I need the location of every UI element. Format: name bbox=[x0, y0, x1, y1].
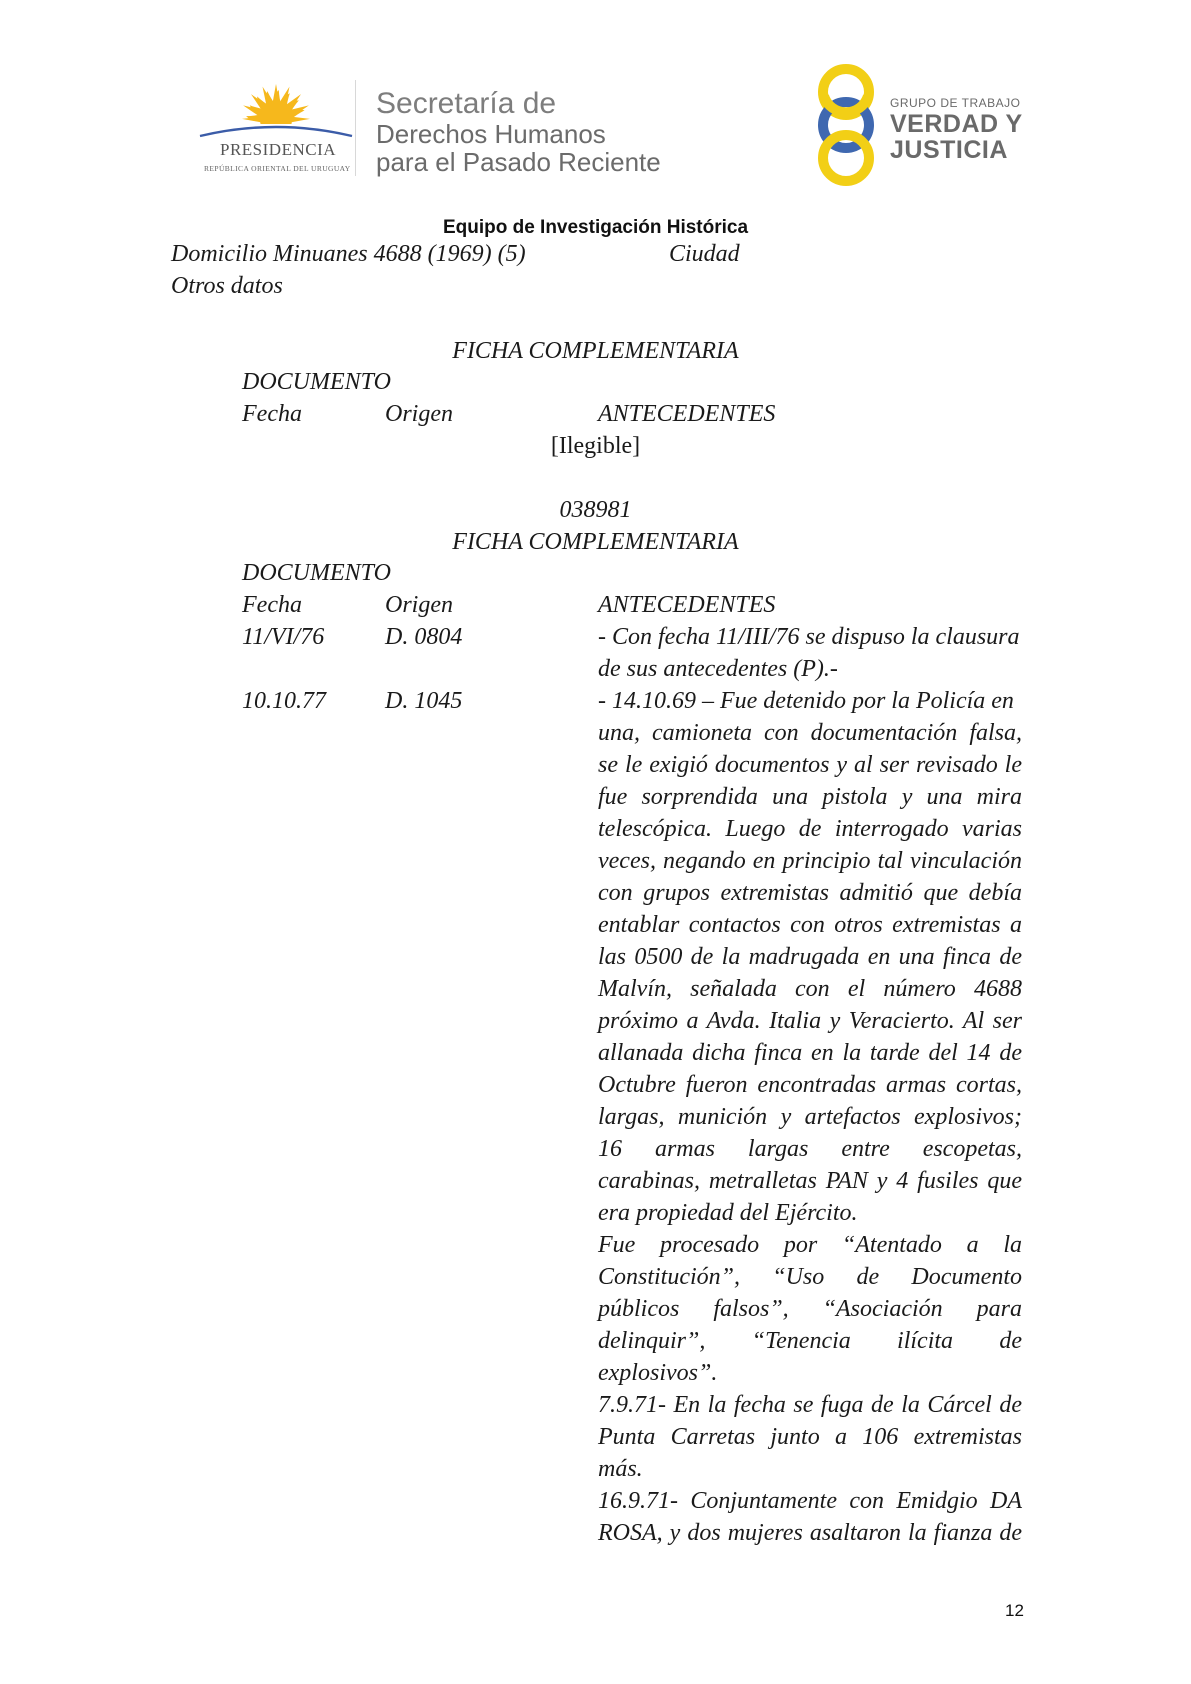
ficha2-title: FICHA COMPLEMENTARIA bbox=[452, 529, 739, 555]
antecedentes-line: largas, munición y artefactos explosivos; bbox=[598, 1104, 1022, 1130]
antecedentes-line: - 14.10.69 – Fue detenido por la Policía en bbox=[598, 688, 1014, 714]
presidencia-sublabel: REPÚBLICA ORIENTAL DEL URUGUAY bbox=[204, 164, 351, 173]
secretaria-block bbox=[376, 88, 661, 176]
antecedentes-line: delinquir”, “Tenencia ilícita de bbox=[598, 1328, 1022, 1354]
antecedentes-line: 16 armas largas entre escopetas, bbox=[598, 1136, 1022, 1162]
row1-antecedentes bbox=[598, 621, 1022, 685]
ficha2-col-origen: Origen bbox=[385, 592, 453, 618]
antecedentes-line: allanada dicha finca en la tarde del 14 de bbox=[598, 1040, 1022, 1066]
antecedentes-line: de sus antecedentes (P).- bbox=[598, 656, 838, 682]
antecedentes-line: era propiedad del Ejército. bbox=[598, 1200, 858, 1226]
row2-origen: D. 1045 bbox=[385, 688, 463, 714]
ficha2-col-fecha: Fecha bbox=[242, 592, 302, 618]
antecedentes-line: Punta Carretas junto a 106 extremistas bbox=[598, 1424, 1022, 1450]
secretaria-line2: Derechos Humanos bbox=[376, 119, 606, 149]
antecedentes-line: ROSA, y dos mujeres asaltaron la fianza de bbox=[598, 1520, 1022, 1546]
ficha1-ilegible: [Ilegible] bbox=[550, 433, 641, 459]
antecedentes-line: telescópica. Luego de interrogado varias bbox=[598, 816, 1022, 842]
secretaria-line3: para el Pasado Reciente bbox=[376, 147, 661, 177]
grupo-line3: JUSTICIA bbox=[890, 136, 1008, 164]
row1-fecha: 11/VI/76 bbox=[242, 624, 325, 650]
domicilio-field: Domicilio Minuanes 4688 (1969) (5) bbox=[171, 241, 526, 267]
grupo-line1: GRUPO DE TRABAJO bbox=[890, 96, 1021, 110]
team-title: Equipo de Investigación Histórica bbox=[442, 217, 749, 238]
antecedentes-line: - Con fecha 11/III/76 se dispuso la clausura bbox=[598, 624, 1020, 650]
antecedentes-line: Malvín, señalada con el número 4688 bbox=[598, 976, 1022, 1002]
ficha1-col-fecha: Fecha bbox=[242, 401, 302, 427]
antecedentes-line: explosivos”. bbox=[598, 1360, 718, 1386]
ficha1-title: FICHA COMPLEMENTARIA bbox=[452, 338, 739, 364]
ficha1-col-origen: Origen bbox=[385, 401, 453, 427]
ficha1-col-antecedentes: ANTECEDENTES bbox=[598, 401, 776, 427]
antecedentes-line: 16.9.71- Conjuntamente con Emidgio DA bbox=[598, 1488, 1022, 1514]
antecedentes-line: próximo a Avda. Italia y Veracierto. Al ser bbox=[598, 1008, 1022, 1034]
antecedentes-line: entablar contactos con otros extremistas a bbox=[598, 912, 1022, 938]
antecedentes-line: públicos falsos”, “Asociación para bbox=[598, 1296, 1022, 1322]
ciudad-field: Ciudad bbox=[669, 241, 740, 267]
grupo-line2: VERDAD Y bbox=[890, 110, 1023, 138]
row2-fecha: 10.10.77 bbox=[242, 688, 326, 714]
antecedentes-line: fue sorprendida una pistola y una mira bbox=[598, 784, 1022, 810]
ficha2-number: 038981 bbox=[559, 497, 632, 523]
otros-datos-field: Otros datos bbox=[171, 273, 283, 299]
secretaria-line1: Secretaría de bbox=[376, 87, 557, 120]
antecedentes-line: veces, negando en principio tal vinculación bbox=[598, 848, 1022, 874]
ficha2-documento: DOCUMENTO bbox=[242, 560, 391, 586]
antecedentes-line: Fue procesado por “Atentado a la bbox=[598, 1232, 1022, 1258]
antecedentes-line: carabinas, metralletas PAN y 4 fusiles que bbox=[598, 1168, 1022, 1194]
antecedentes-line: una, camioneta con documentación falsa, bbox=[598, 720, 1022, 746]
grupo-logo bbox=[810, 62, 1030, 188]
antecedentes-line: Constitución”, “Uso de Documento bbox=[598, 1264, 1022, 1290]
sun-icon bbox=[196, 82, 356, 144]
row1-origen: D. 0804 bbox=[385, 624, 463, 650]
antecedentes-line: se le exigió documentos y al ser revisado le bbox=[598, 752, 1022, 778]
antecedentes-line: las 0500 de la madrugada en una finca de bbox=[598, 944, 1022, 970]
ficha1-documento: DOCUMENTO bbox=[242, 369, 391, 395]
logo-divider bbox=[355, 80, 356, 176]
rings-icon bbox=[810, 62, 882, 188]
page-number: 12 bbox=[1005, 1601, 1024, 1620]
presidencia-logo bbox=[196, 82, 356, 174]
presidencia-label: PRESIDENCIA bbox=[220, 140, 337, 159]
antecedentes-line: Octubre fueron encontradas armas cortas, bbox=[598, 1072, 1022, 1098]
row2-antecedentes bbox=[598, 685, 1022, 1549]
antecedentes-line: 7.9.71- En la fecha se fuga de la Cárcel de bbox=[598, 1392, 1022, 1418]
antecedentes-line: con grupos extremistas admitió que debía bbox=[598, 880, 1022, 906]
antecedentes-line: más. bbox=[598, 1456, 643, 1482]
ficha2-col-antecedentes: ANTECEDENTES bbox=[598, 592, 776, 618]
